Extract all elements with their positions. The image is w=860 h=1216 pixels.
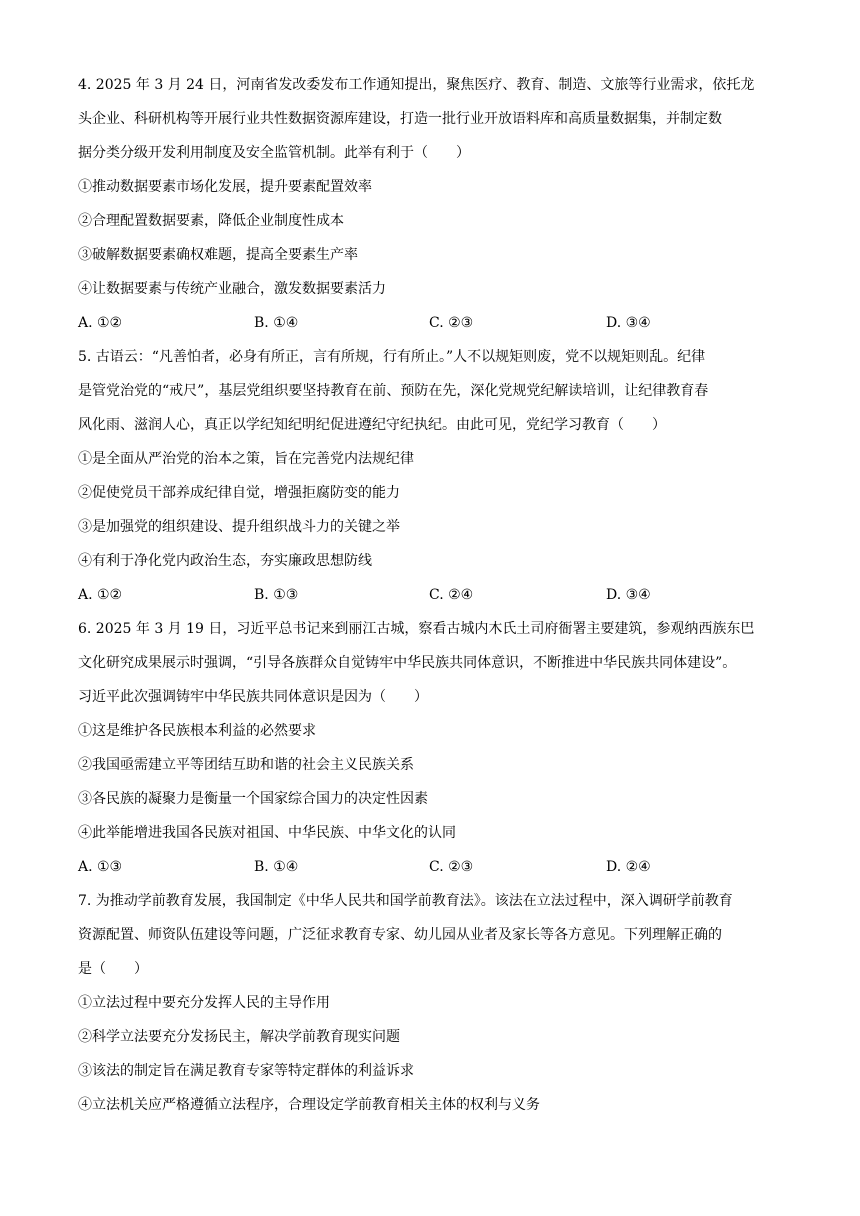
question-5-option-b[interactable]: B. ①③: [254, 587, 299, 603]
question-4-options: [78, 306, 790, 340]
question-6-statement-3: ③各民族的凝聚力是衡量一个国家综合国力的决定性因素: [78, 791, 428, 807]
question-5: [78, 340, 790, 612]
question-6-statement-4: ④此举能增进我国各民族对祖国、中华民族、中华文化的认同: [78, 825, 456, 841]
question-5-statement-1: ①是全面从严治党的治本之策，旨在完善党内法规纪律: [78, 451, 414, 467]
question-7-stem-line: 7. 为推动学前教育发展，我国制定《中华人民共和国学前教育法》。该法在立法过程中，深入调研学前教育: [78, 893, 733, 909]
question-4-option-d[interactable]: D. ③④: [606, 315, 651, 331]
question-4-stem-line: 据分类分级开发利用制度及安全监管机制。此举有利于（ ）: [78, 145, 470, 161]
question-7-statement-4: ④立法机关应严格遵循立法程序，合理设定学前教育相关主体的权利与义务: [78, 1097, 540, 1113]
question-7-statement-2: ②科学立法要充分发扬民主，解决学前教育现实问题: [78, 1029, 400, 1045]
question-7-stem-line: 是（ ）: [78, 961, 148, 977]
question-6-options: [78, 850, 790, 884]
question-6-stem-line: 文化研究成果展示时强调，“引导各族群众自觉铸牢中华民族共同体意识，不断推进中华民族共同体建设”。: [78, 655, 737, 671]
question-5-statement-2: ②促使党员干部养成纪律自觉，增强拒腐防变的能力: [78, 485, 400, 501]
question-6-statement-2: ②我国亟需建立平等团结互助和谐的社会主义民族关系: [78, 757, 414, 773]
question-4-stem-line: 头企业、科研机构等开展行业共性数据资源库建设，打造一批行业开放语料库和高质量数据集，并制定数: [78, 111, 722, 127]
question-5-stem-line: 5. 古语云：“凡善怕者，必身有所正，言有所规，行有所止。”人不以规矩则废，党不以规矩则乱。纪律: [78, 349, 706, 365]
question-4-statement-3: ③破解数据要素确权难题，提高全要素生产率: [78, 247, 358, 263]
question-6-option-d[interactable]: D. ②④: [606, 859, 651, 875]
question-4-statement-2: ②合理配置数据要素，降低企业制度性成本: [78, 213, 344, 229]
question-4-stem-line: 4. 2025 年 3 月 24 日，河南省发改委发布工作通知提出，聚焦医疗、教育、制造、文旅等行业需求，依托龙: [78, 77, 755, 93]
question-5-stem-line: 是管党治党的“戒尺”，基层党组织要坚持教育在前、预防在先，深化党规党纪解读培训，让纪律教育春: [78, 383, 709, 399]
question-4-statement-1: ①推动数据要素市场化发展，提升要素配置效率: [78, 179, 372, 195]
question-6: [78, 612, 790, 884]
question-6-statement-1: ①这是维护各民族根本利益的必然要求: [78, 723, 316, 739]
question-6-option-a[interactable]: A. ①③: [78, 859, 123, 875]
question-6-stem-line: 6. 2025 年 3 月 19 日，习近平总书记来到丽江古城，察看古城内木氏土司府衙署主要建筑，参观纳西族东巴: [78, 621, 755, 637]
question-5-options: [78, 578, 790, 612]
question-4-statement-4: ④让数据要素与传统产业融合，激发数据要素活力: [78, 281, 386, 297]
question-6-option-c[interactable]: C. ②③: [429, 859, 474, 875]
question-5-option-d[interactable]: D. ③④: [606, 587, 651, 603]
question-7-statement-1: ①立法过程中要充分发挥人民的主导作用: [78, 995, 330, 1011]
question-7: [78, 884, 790, 1122]
question-4-option-a[interactable]: A. ①②: [78, 315, 123, 331]
question-4-option-b[interactable]: B. ①④: [254, 315, 299, 331]
question-5-option-c[interactable]: C. ②④: [429, 587, 474, 603]
question-4-option-c[interactable]: C. ②③: [429, 315, 474, 331]
question-5-option-a[interactable]: A. ①②: [78, 587, 123, 603]
question-4: [78, 68, 790, 340]
question-5-statement-4: ④有利于净化党内政治生态，夯实廉政思想防线: [78, 553, 372, 569]
question-6-stem-line: 习近平此次强调铸牢中华民族共同体意识是因为（ ）: [78, 689, 428, 705]
question-7-statement-3: ③该法的制定旨在满足教育专家等特定群体的利益诉求: [78, 1063, 414, 1079]
question-6-option-b[interactable]: B. ①④: [254, 859, 299, 875]
question-7-stem-line: 资源配置、师资队伍建设等问题，广泛征求教育专家、幼儿园从业者及家长等各方意见。下列理解正确的: [78, 927, 722, 943]
exam-page: [78, 68, 790, 1122]
question-5-stem-line: 风化雨、滋润人心，真正以学纪知纪明纪促进遵纪守纪执纪。由此可见，党纪学习教育（ ）: [78, 417, 666, 433]
question-5-statement-3: ③是加强党的组织建设、提升组织战斗力的关键之举: [78, 519, 400, 535]
